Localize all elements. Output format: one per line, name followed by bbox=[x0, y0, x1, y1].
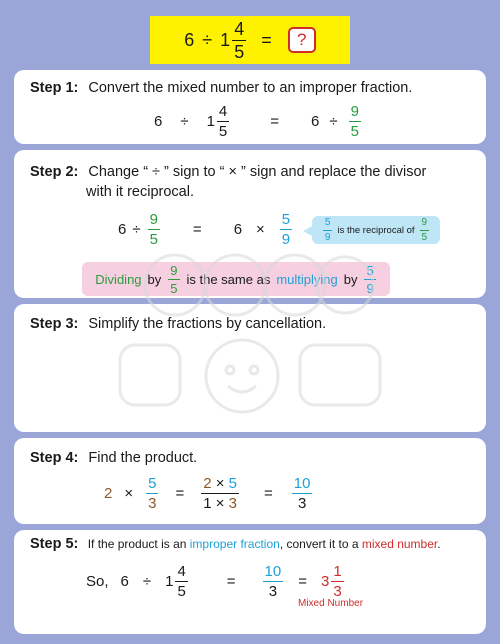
step-1-label: Step 1: bbox=[30, 80, 79, 96]
step-4-label: Step 4: bbox=[30, 450, 79, 466]
step-3-label: Step 3: bbox=[30, 316, 79, 332]
header-equals: = bbox=[261, 29, 272, 50]
step-2-text-line2: with it reciprocal. bbox=[86, 184, 194, 200]
reciprocal-tip: $\frac{5}{9}$ is the reciprocal of $\frac{9}{5}$ bbox=[312, 216, 440, 244]
step-4-text: Find the product. bbox=[88, 450, 198, 466]
header-dividend: 6 bbox=[184, 29, 195, 50]
step-1-text: Convert the mixed number to an improper fraction. bbox=[88, 80, 413, 96]
step-2-text-line1: Change “ ÷ ” sign to “ × ” sign and replace the divisor bbox=[88, 164, 427, 180]
step-5-card: Step 5: If the product is an improper fraction, convert it to a mixed number. So, 6 ÷ 1 $\frac{4}{5}$ = $\frac{10}{3}$ = 3 $\frac{1}{3}$ Mixed Number bbox=[14, 530, 486, 634]
step-5-label: Step 5: bbox=[30, 536, 79, 552]
step-1-expression: 6 ÷ 1 $\frac{4}{5}$ = 6 ÷ $\frac{9}{5}$ bbox=[154, 103, 359, 140]
answer-placeholder: ? bbox=[288, 27, 316, 53]
header-mixed-number: 1 $\frac{4}{5}$ bbox=[220, 18, 245, 62]
dividing-multiplying-note: Dividing by $\frac{9}{5}$ is the same as multiplying by $\frac{5}{9}$ bbox=[82, 262, 390, 296]
header-divide-sign: ÷ bbox=[202, 29, 213, 50]
problem-header bbox=[150, 16, 350, 64]
mixed-number-caption: Mixed Number bbox=[298, 598, 364, 609]
step-3-text: Simplify the fractions by cancellation. bbox=[88, 316, 327, 332]
step-2-card bbox=[14, 150, 486, 298]
step-5-expression: So, 6 ÷ 1 $\frac{4}{5}$ = $\frac{10}{3}$ = 3 $\frac{1}{3}$ bbox=[86, 563, 342, 600]
step-4-expression: 2 × $\frac{5}{3}$ = $\frac{2 \times 5}{1 \times 3}$ = $\frac{10}{3}$ bbox=[104, 475, 311, 512]
step-3-card bbox=[14, 304, 486, 432]
step-1-card bbox=[14, 70, 486, 144]
step-2-expression: 6 ÷ $\frac{9}{5}$ = 6 × $\frac{5}{9}$ bbox=[118, 211, 291, 248]
step-2-label: Step 2: bbox=[30, 164, 79, 180]
step-4-card bbox=[14, 438, 486, 524]
